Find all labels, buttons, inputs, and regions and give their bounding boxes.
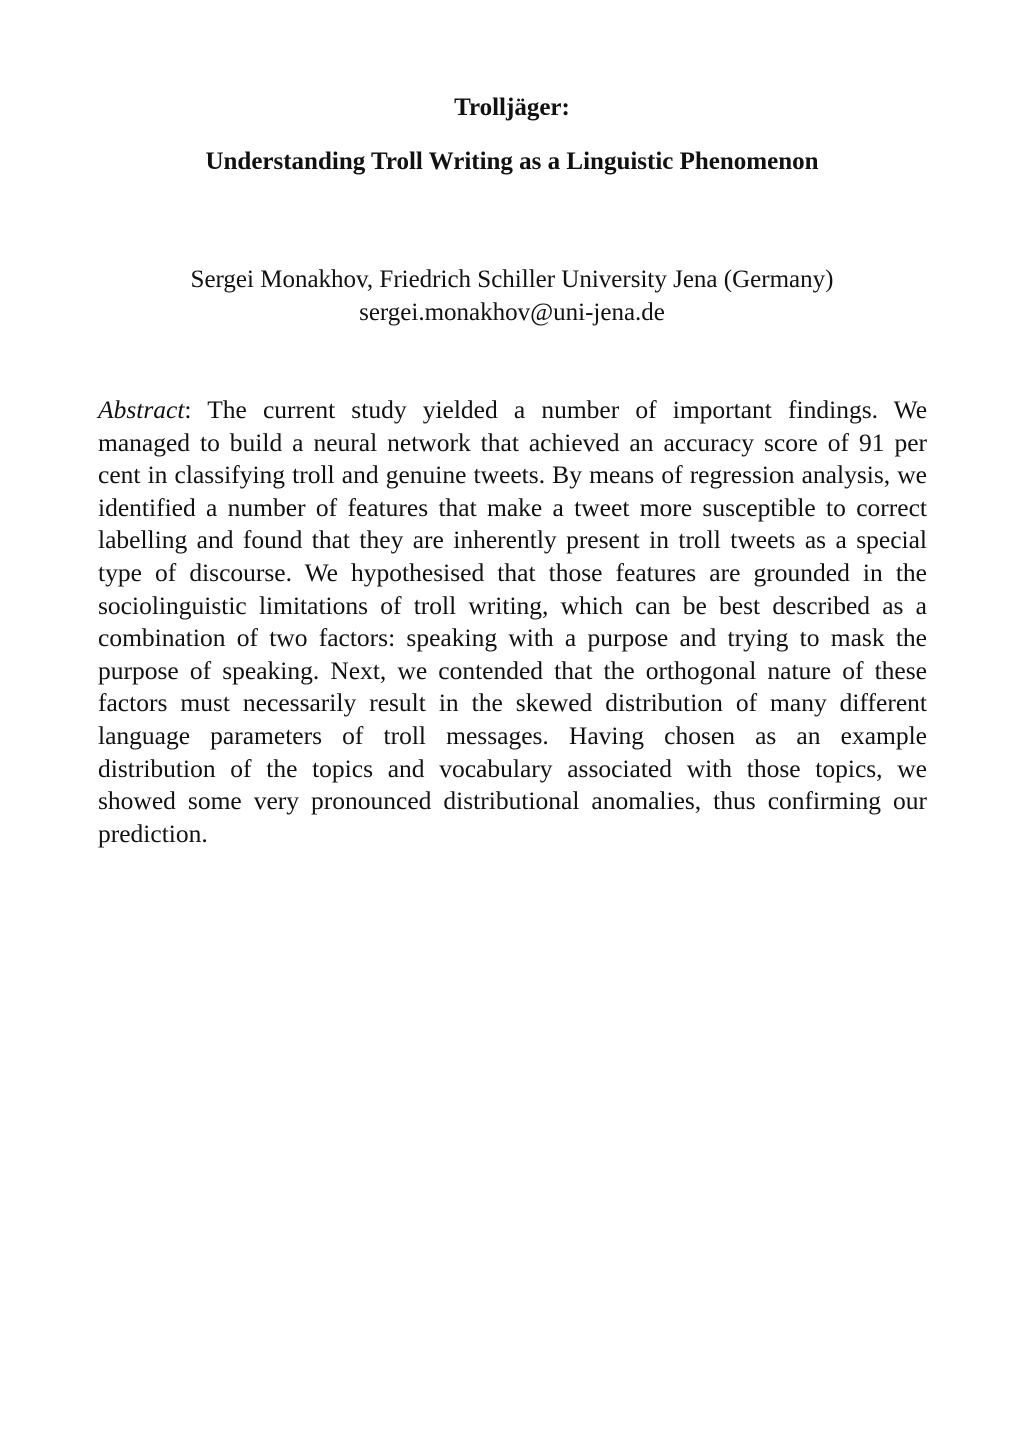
abstract-separator: : — [184, 395, 208, 424]
abstract-label: Abstract — [98, 395, 185, 424]
abstract-text: The current study yielded a number of important findings. We managed to build a neural network that achieved an accuracy score of 91 per cent in classifying troll and genuine tweets. By means of regression analysis, we identified a number of features that make a tweet more susceptible to correct labelling and found that they are inherently present in troll tweets as a special type of discourse. We hypothesised that those features are grounded in the sociolinguistic limitations of troll writing, which can be best described as a combination of two factors: speaking with a purpose and trying to mask the purpose of speaking. Next, we contended that the orthogonal nature of these factors must necessarily result in the skewed distribution of many different language parameters of troll messages. Having chosen as an example distribution of the topics and vocabulary associated with those topics, we showed some very pronounced distributional anomalies, thus confirming our prediction. — [98, 395, 928, 848]
author-email: sergei.monakhov@uni-jena.de — [359, 299, 665, 326]
author-affiliation: Sergei Monakhov, Friedrich Schiller University Jena (Germany) — [190, 266, 834, 293]
paper-title: Trolljäger: — [454, 94, 570, 121]
paper-subtitle: Understanding Troll Writing as a Linguistic Phenomenon — [205, 148, 819, 175]
abstract-paragraph — [98, 394, 927, 850]
